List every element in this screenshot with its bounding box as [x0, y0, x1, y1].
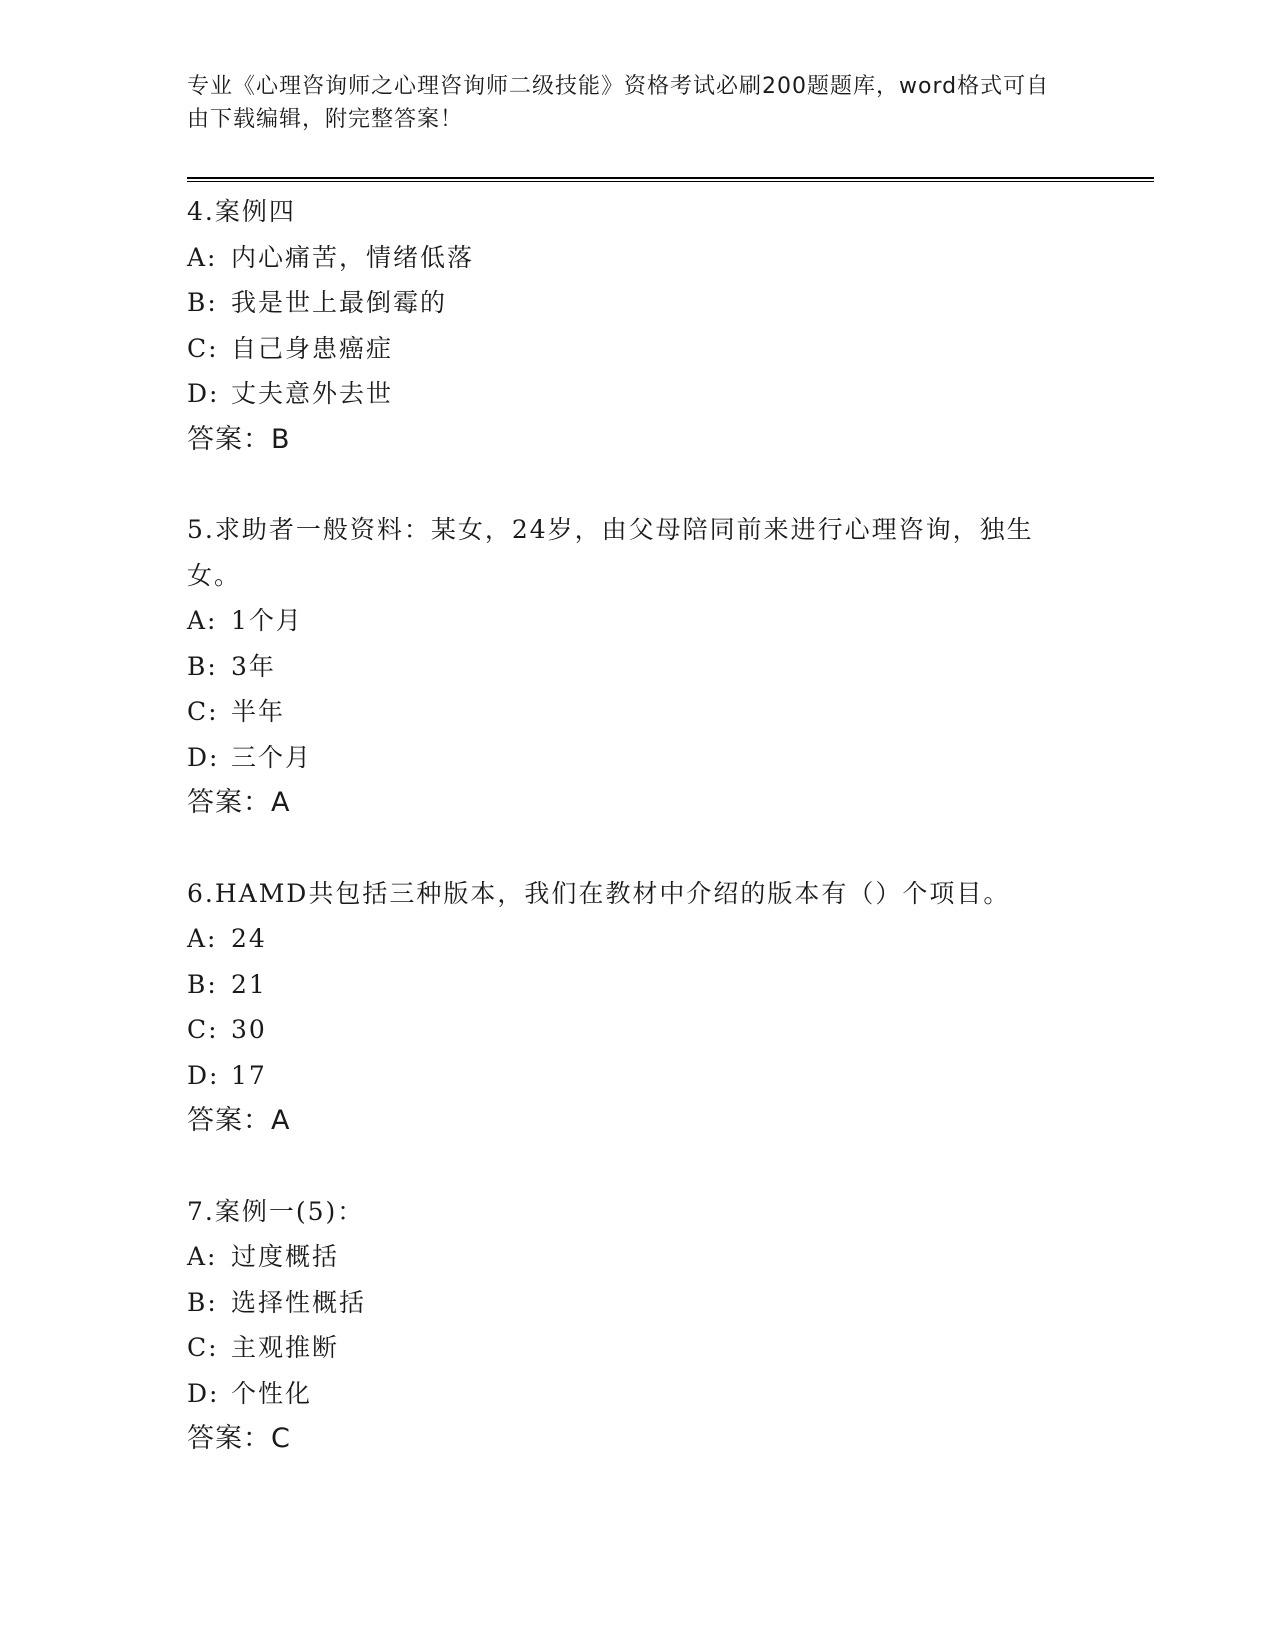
header-divider — [187, 177, 1154, 182]
option-letter: C: — [187, 1015, 219, 1044]
option-d — [187, 735, 1087, 781]
question-4 — [187, 189, 1087, 462]
option-a — [187, 235, 1087, 281]
option-text: 内心痛苦，情绪低落 — [231, 242, 475, 272]
option-text: 自己身患癌症 — [231, 333, 394, 363]
document-title: 专业《心理咨询师之心理咨询师二级技能》资格考试必刷200题题库，word格式可自由下载编辑，附完整答案！ — [187, 74, 1050, 132]
option-letter: B: — [187, 651, 218, 681]
option-text: 3年 — [231, 651, 276, 681]
option-letter: C: — [187, 697, 219, 726]
option-text: 主观推断 — [231, 1333, 340, 1362]
question-7 — [187, 1189, 1087, 1462]
option-text: 半年 — [231, 697, 286, 726]
question-stem: 6.HAMD共包括三种版本，我们在教材中介绍的版本有（）个项目。 — [187, 878, 1011, 908]
option-d — [187, 371, 1087, 417]
option-letter: B: — [187, 288, 218, 317]
option-letter: B: — [187, 1287, 218, 1317]
option-letter: A: — [187, 1242, 218, 1271]
question-5 — [187, 507, 1087, 826]
option-letter: B: — [187, 969, 218, 999]
option-letter: D: — [187, 1378, 220, 1408]
option-d — [187, 1053, 1087, 1099]
question-stem: 7.案例一(5)： — [187, 1196, 365, 1226]
option-letter: A: — [187, 924, 218, 953]
option-text: 21 — [231, 969, 267, 999]
option-c — [187, 1007, 1087, 1053]
option-text: 过度概括 — [231, 1242, 340, 1271]
option-letter: D: — [187, 379, 220, 408]
question-6 — [187, 871, 1087, 1144]
option-b — [187, 644, 1087, 690]
option-letter: C: — [187, 333, 219, 363]
option-letter: C: — [187, 1333, 219, 1362]
page-header — [187, 70, 1067, 136]
option-a — [187, 598, 1087, 644]
option-d — [187, 1371, 1087, 1417]
option-text: 24 — [231, 924, 267, 953]
option-text: 三个月 — [231, 742, 313, 772]
option-letter: A: — [187, 242, 218, 272]
option-b — [187, 280, 1087, 326]
option-a — [187, 1234, 1087, 1280]
option-letter: D: — [187, 742, 220, 772]
answer-line: 答案：C — [187, 1423, 291, 1454]
option-letter: A: — [187, 606, 218, 635]
question-list — [187, 189, 1087, 1507]
answer-line: 答案：A — [187, 787, 291, 818]
option-b — [187, 962, 1087, 1008]
answer-line: 答案：B — [187, 423, 291, 455]
option-text: 选择性概括 — [231, 1287, 367, 1317]
option-text: 个性化 — [231, 1378, 313, 1408]
option-letter: D: — [187, 1060, 220, 1090]
question-stem: 5.求助者一般资料：某女，24岁，由父母陪同前来进行心理咨询，独生女。 — [187, 515, 1034, 590]
answer-line: 答案：A — [187, 1105, 291, 1136]
option-a — [187, 916, 1087, 962]
option-text: 30 — [231, 1015, 267, 1044]
option-b — [187, 1280, 1087, 1326]
option-text: 17 — [231, 1060, 267, 1090]
option-c — [187, 1325, 1087, 1371]
option-c — [187, 326, 1087, 372]
question-stem: 4.案例四 — [187, 197, 296, 226]
option-text: 1个月 — [231, 606, 303, 635]
option-text: 我是世上最倒霉的 — [231, 288, 448, 317]
option-c — [187, 689, 1087, 735]
option-text: 丈夫意外去世 — [231, 379, 394, 408]
